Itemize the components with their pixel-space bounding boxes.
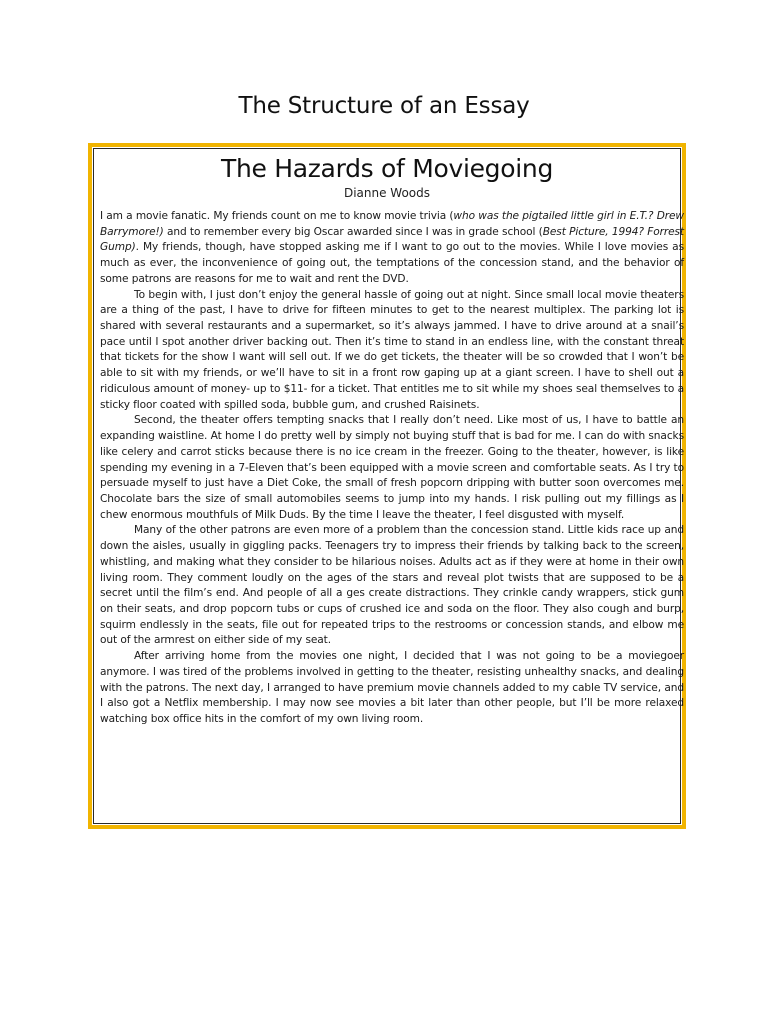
essay-paragraph-2: To begin with, I just don’t enjoy the general hassle of going out at night. Since small local movie theaters are a thing of the past, I have to drive for fifteen minutes to get to the nearest multiplex. The parking lot is shared with several restaurants and a supermarket, so it’s always jammed. I have to drive around at a snail’s pace until I spot another driver backing out. Then it’s time to stand in an endless line, with the constant threat that tickets for the show I want will sell out. If we do get tickets, the theater will be so crowded that I won’t be able to sit with my friends, or we’ll have to sit in a front row gaping up at a giant screen. I have to shell out a ridiculous amount of money- up to $11- for a ticket. That entitles me to sit while my shoes seal themselves to a sticky floor coated with spilled soda, bubble gum, and crushed Raisinets.: [100, 288, 684, 411]
essay-paragraph-4: Many of the other patrons are even more of a problem than the concession stand. Little kids race up and down the aisles, usually in giggling packs. Teenagers try to impress their friends by talking back to the screen, whistling, and making what they consider to be hilarious noises. Adults act as if they were at home in their own living room. They comment loudly on the ages of the stars and reveal plot twists that are supposed to be a secret until the film’s end. And people of all a ges create distractions. They crinkle candy wrappers, stick gum on their seats, and drop popcorn tubs or cups of crushed ice and soda on the floor. They also cough and burp, squirm endlessly in the seats, file out for repeated trips to the restrooms or concession stands, and elbow me out of the armrest on either side of my seat.: [100, 524, 684, 647]
essay-author: Dianne Woods: [343, 186, 431, 200]
essay-paragraph-intro: [100, 209, 684, 288]
essay-paragraph-3: Second, the theater offers tempting snacks that I really don’t need. Like most of us, I have to battle an expanding waistline. At home I do pretty well by simply not buying stuff that is bad for me. I can do with snacks like celery and carrot sticks because there is no ice cream in the freezer. Going to the theater, however, is like spending my evening in a 7-Eleven that’s been equipped with a movie screen and comfortable seats. As I try to persuade myself to just have a Diet Coke, the small of fresh popcorn dripping with butter soon overcomes me. Chocolate bars the size of small automobiles seems to jump into my hands. I risk pulling out my fillings as I chew enormous mouthfuls of Milk Duds. By the time I leave the theater, I feel disgusted with myself.: [100, 414, 684, 521]
intro-text-2: and to remember every big Oscar awarded since I was in grade school (: [163, 225, 543, 238]
essay-frame-inner-border: [93, 148, 684, 824]
essay-frame: [88, 143, 686, 829]
page-title: The Structure of an Essay: [238, 93, 530, 119]
essay-body: [100, 209, 684, 728]
intro-italic-1: who was the pigtailed little girl in E.T.? Drew Barrymore!): [100, 210, 684, 238]
intro-text-3: . My friends, though, have stopped asking me if I want to go out to the movies. While I love movies as much as ever, the inconvenience of going out, the temptations of the concession stand, and the behavior of some patrons are reasons for me to wait and rent the DVD.: [100, 241, 684, 285]
essay-paragraph-5: After arriving home from the movies one night, I decided that I was not going to be a moviegoer anymore. I was tired of the problems involved in getting to the theater, resisting unhealthy snacks, and dealing with the patrons. The next day, I arranged to have premium movie channels added to my cable TV service, and I also got a Netflix membership. I may now see movies a bit later than other people, but I’ll be more relaxed watching box office hits in the comfort of my own living room.: [100, 650, 684, 725]
intro-italic-2: Best Picture, 1994? Forrest Gump): [100, 225, 684, 254]
intro-text-1: I am a movie fanatic. My friends count on me to know movie trivia (: [100, 210, 454, 222]
essay-title: The Hazards of Moviegoing: [220, 154, 554, 183]
